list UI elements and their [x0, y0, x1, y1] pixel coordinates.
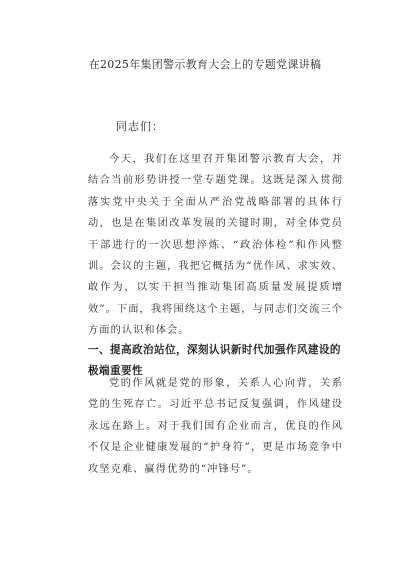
section-heading-line1: 一、提高政治站位，深刻认识新时代加强作风建设的 — [88, 344, 341, 356]
greeting: 同志们： — [116, 120, 164, 133]
section-heading-line2: 极端重要性 — [88, 365, 143, 377]
intro-paragraph: 今天，我们在这里召开集团警示教育大会，并结合当前形势讲授一堂专题党课。这既是深入贯彻落实党中央关于全面从严治党战略部署的具体行动，也是在集团改革发展的关键时期，对全体党员干部进行的一次思想淬炼、“政治体检”和作风整训。会议的主题，我把它概括为“优作风、求实效、敢作为，以实干担当推动集团高质量发展提质增效”。下面，我将围绕这个主题，与同志们交流三个方面的认识和体会。 — [88, 154, 343, 337]
document-title: 在2025年集团警示教育大会上的专题党课讲稿 — [88, 58, 322, 71]
section-paragraph: 党的作风就是党的形象，关系人心向背，关系党的生死存亡。习近平总书记反复强调，作风建设永远在路上。对于我们国有企业而言，优良的作风不仅是企业健康发展的“护身符”，更是市场竞争中攻坚克难、赢得优势的“冲锋号”。 — [88, 378, 343, 475]
